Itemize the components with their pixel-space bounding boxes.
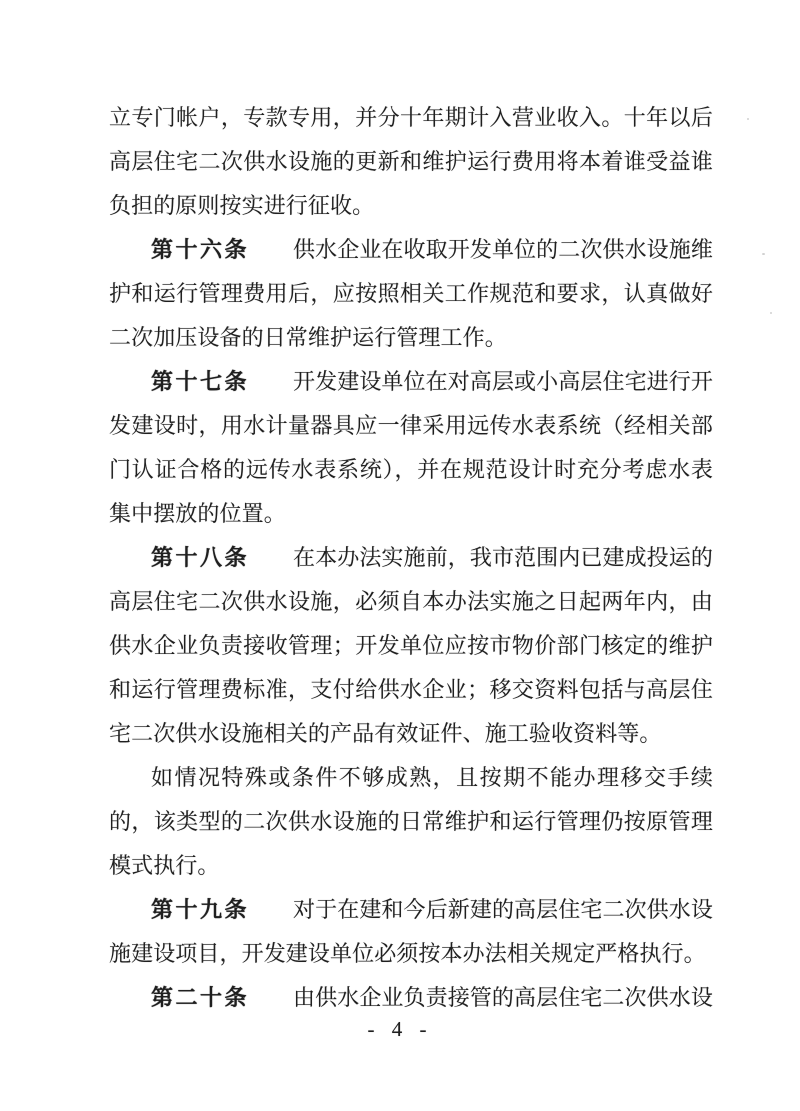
paragraph [109, 96, 713, 228]
paragraph [109, 536, 713, 756]
scan-speck [310, 380, 312, 382]
article-number: 第十八条 [151, 545, 250, 570]
paragraph [109, 360, 713, 536]
scan-speck [747, 118, 749, 120]
paragraph [109, 228, 713, 360]
paragraph [109, 888, 713, 976]
article-number: 第十七条 [151, 369, 250, 394]
document-body [109, 96, 713, 1020]
paragraph-text: 立专门帐户，专款专用，并分十年期计入营业收入。十年以后高层住宅二次供水设施的更新和维护运行费用将本着谁受益谁负担的原则按实进行征收。 [109, 105, 713, 218]
paragraph-text: 在本办法实施前，我市范围内已建成投运的高层住宅二次供水设施，必须自本办法实施之日起两年内，由供水企业负责接收管理；开发单位应按市物价部门核定的维护和运行管理费标准，支付给供水企业；移交资料包括与高层住宅二次供水设施相关的产品有效证件、施工验收资料等。 [109, 545, 713, 746]
article-number: 第二十条 [151, 985, 250, 1010]
scan-speck [762, 253, 765, 255]
scan-speck [770, 312, 772, 314]
paragraph-text: 开发建设单位在对高层或小高层住宅进行开发建设时，用水计量器具应一律采用远传水表系统（经相关部门认证合格的远传水表系统），并在规范设计时充分考虑水表集中摆放的位置。 [109, 369, 713, 526]
paragraph-text: 对于在建和今后新建的高层住宅二次供水设施建设项目，开发建设单位必须按本办法相关规定严格执行。 [109, 897, 713, 966]
paragraph-text: 由供水企业负责接管的高层住宅二次供水设 [293, 985, 713, 1010]
article-number: 第十六条 [151, 237, 250, 262]
article-number: 第十九条 [151, 897, 250, 922]
paragraph [109, 756, 713, 888]
paragraph-text: 供水企业在收取开发单位的二次供水设施维护和运行管理费用后，应按照相关工作规范和要求，认真做好二次加压设备的日常维护运行管理工作。 [109, 237, 713, 350]
page-number: - 4 - [367, 1017, 433, 1041]
paragraph-text: 如情况特殊或条件不够成熟，且按期不能办理移交手续的，该类型的二次供水设施的日常维护和运行管理仍按原管理模式执行。 [109, 765, 713, 878]
